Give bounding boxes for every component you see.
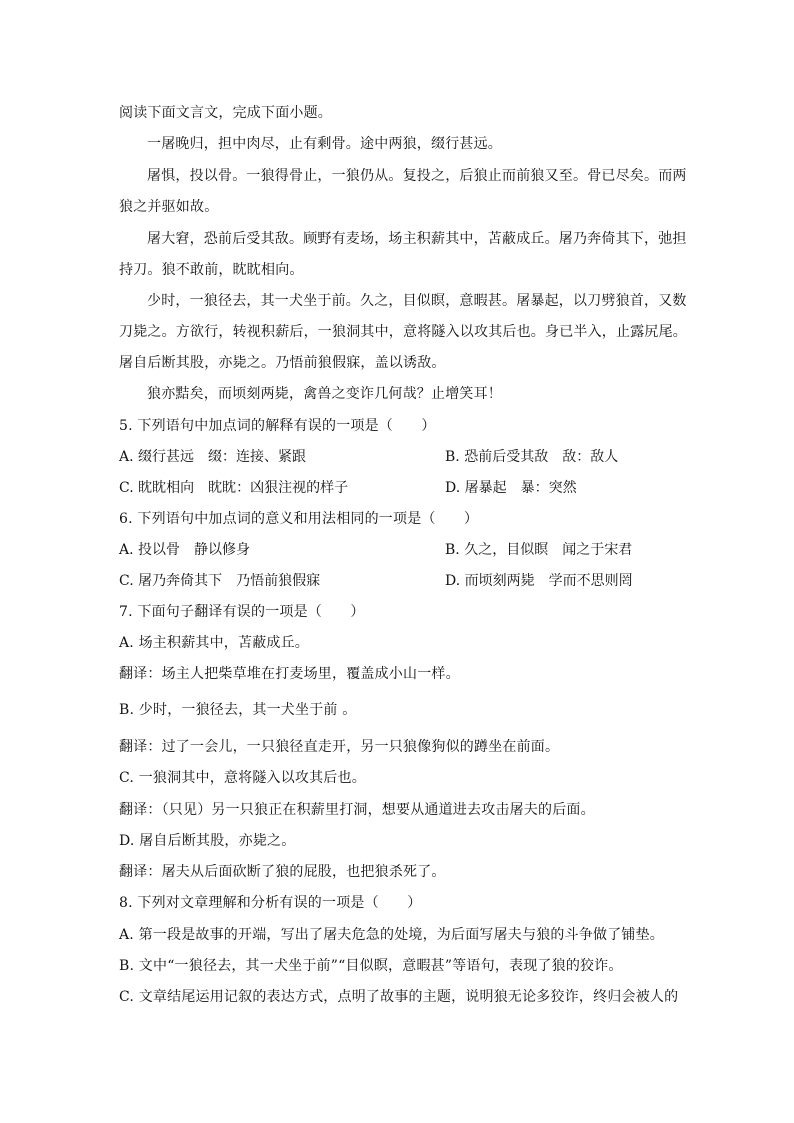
question-7-option-b: B. 少时，一狼径去，其一犬坐于前 。 (119, 702, 357, 718)
passage-paragraph-3-line-2: 持刀。狼不敢前，眈眈相向。 (119, 262, 304, 278)
passage-paragraph-2-line-2: 狼之并驱如故。 (119, 199, 219, 215)
passage-paragraph-4-line-1: 少时，一狼径去，其一犬坐于前。久之，目似瞑，意暇甚。屠暴起，以刀劈狼首，又数 (147, 293, 687, 309)
question-8-stem: 8. 下列对文章理解和分析有误的一项是（ ） (119, 895, 422, 911)
passage-paragraph-4-line-2: 刀毙之。方欲行，转视积薪后，一狼洞其中，意将隧入以攻其后也。身已半入，止露尻尾。 (119, 324, 687, 340)
instruction: 阅读下面文言文，完成下面小题。 (119, 105, 332, 121)
question-8-option-b: B. 文中“一狼径去，其一犬坐于前”“目似瞑，意暇甚”等语句，表现了狼的狡诈。 (119, 958, 623, 974)
question-5-option-a: A. 缀行甚远 缀：连接、紧跟 (119, 449, 307, 465)
question-7-option-a: A. 场主积薪其中，苫蔽成丘。 (119, 635, 310, 651)
question-7-option-b-translation: 翻译：过了一会儿，一只狼径直走开，另一只狼像狗似的蹲坐在前面。 (119, 739, 560, 755)
question-8-option-a: A. 第一段是故事的开端，写出了屠夫危急的处境，为后面写屠夫与狼的斗争做了铺垫。 (119, 927, 665, 943)
question-7-option-d: D. 屠自后断其股，亦毙之。 (119, 833, 296, 849)
question-8-option-c: C. 文章结尾运用记叙的表达方式，点明了故事的主题，说明狼无论多狡诈，终归会被人的 (119, 989, 679, 1005)
question-6-option-a: A. 投以骨 静以修身 (119, 542, 251, 558)
question-7-option-d-translation: 翻译：屠夫从后面砍断了狼的屁股，也把狼杀死了。 (119, 864, 446, 880)
question-6-option-d: D. 而顷刻两毙 学而不思则罔 (445, 573, 633, 589)
question-6-stem: 6. 下列语句中加点词的意义和用法相同的一项是（ ） (119, 511, 479, 527)
question-5-option-c: C. 眈眈相向 眈眈：凶狠注视的样子 (119, 480, 349, 496)
passage-paragraph-5: 狼亦黠矣，而顷刻两毙，禽兽之变诈几何哉？止增笑耳！ (147, 386, 502, 402)
question-7-stem: 7. 下面句子翻译有误的一项是（ ） (119, 604, 365, 620)
passage-paragraph-3-line-1: 屠大窘，恐前后受其敌。顾野有麦场，场主积薪其中，苫蔽成丘。屠乃奔倚其下，弛担 (147, 231, 687, 247)
passage-paragraph-2-line-1: 屠惧，投以骨。一狼得骨止，一狼仍从。复投之，后狼止而前狼又至。骨已尽矣。而两 (147, 168, 687, 184)
question-6-option-b: B. 久之，目似瞑 闻之于宋君 (445, 542, 633, 558)
question-7-option-c: C. 一狼洞其中，意将隧入以攻其后也。 (119, 770, 366, 786)
question-7-option-c-translation: 翻译：（只见）另一只狼正在积薪里打洞，想要从通道进去攻击屠夫的后面。 (119, 802, 595, 818)
passage-paragraph-1: 一屠晚归，担中肉尽，止有剩骨。途中两狼，缀行甚远。 (147, 136, 502, 152)
question-5-option-b: B. 恐前后受其敌 敌：敌人 (445, 449, 619, 465)
question-7-option-a-translation: 翻译：场主人把柴草堆在打麦场里，覆盖成小山一样。 (119, 666, 460, 682)
question-6-option-c: C. 屠乃奔倚其下 乃悟前狼假寐 (119, 573, 321, 589)
passage-paragraph-4-line-3: 屠自后断其股，亦毙之。乃悟前狼假寐，盖以诱敌。 (119, 355, 446, 371)
question-5-stem: 5. 下列语句中加点词的解释有误的一项是（ ） (119, 418, 436, 434)
question-5-option-d: D. 屠暴起 暴：突然 (445, 480, 577, 496)
